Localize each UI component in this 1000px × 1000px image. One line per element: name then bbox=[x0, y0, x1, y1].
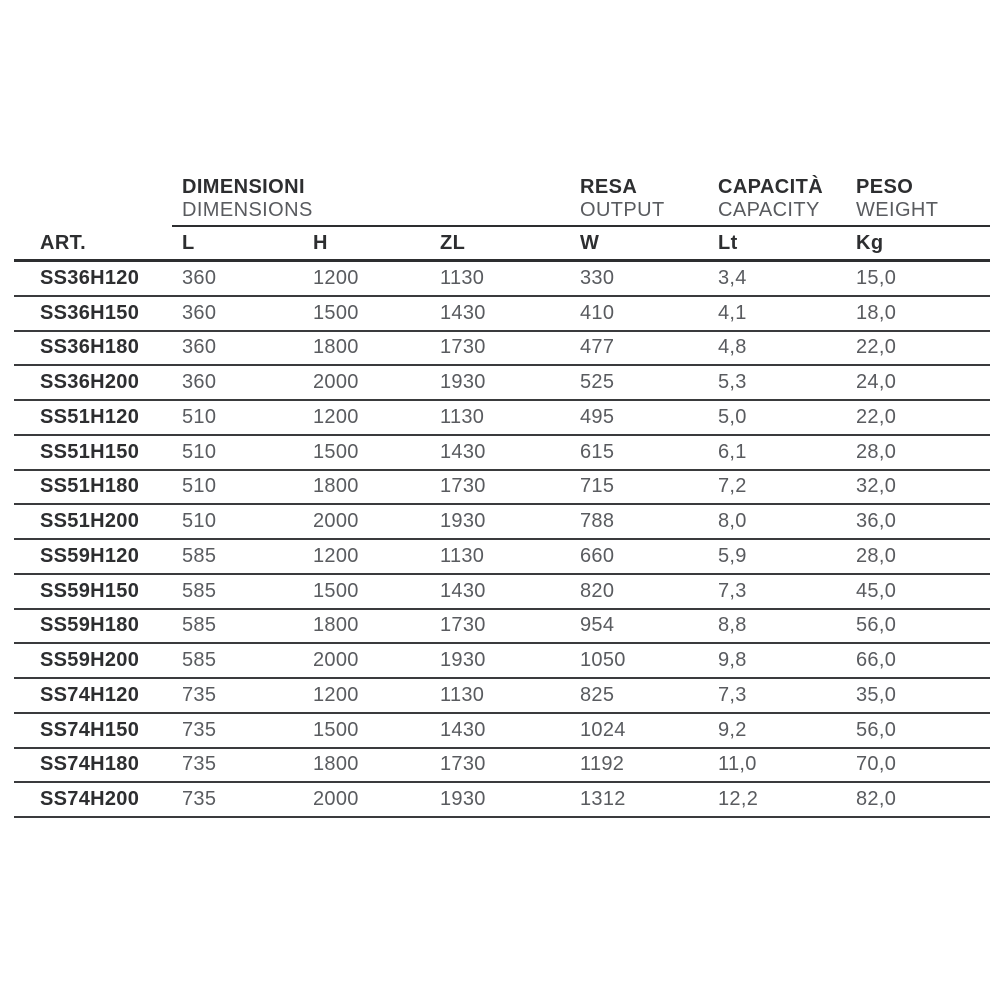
weight-cell: 28,0 bbox=[856, 440, 897, 463]
capacity-cell: 5,3 bbox=[718, 371, 747, 394]
table-row bbox=[14, 436, 990, 471]
table-row bbox=[14, 471, 990, 506]
group-header-capacity bbox=[718, 176, 823, 222]
column-header-art: ART. bbox=[40, 231, 87, 254]
article-code-cell: SS36H150 bbox=[40, 301, 140, 324]
zl-cell: 1730 bbox=[440, 336, 486, 359]
capacity-cell: 4,8 bbox=[718, 336, 747, 359]
zl-cell: 1130 bbox=[440, 405, 485, 428]
zl-cell: 1130 bbox=[440, 266, 485, 289]
height-cell: 1200 bbox=[313, 683, 359, 706]
height-cell: 1800 bbox=[313, 753, 359, 776]
group-underline-rule bbox=[172, 225, 990, 227]
zl-cell: 1930 bbox=[440, 510, 486, 533]
height-cell: 1800 bbox=[313, 336, 359, 359]
length-cell: 585 bbox=[182, 614, 217, 637]
height-cell: 1200 bbox=[313, 405, 359, 428]
zl-cell: 1930 bbox=[440, 788, 486, 811]
weight-cell: 22,0 bbox=[856, 336, 897, 359]
table-row bbox=[14, 575, 990, 610]
output-cell: 410 bbox=[580, 301, 615, 324]
length-cell: 510 bbox=[182, 440, 217, 463]
zl-cell: 1430 bbox=[440, 718, 486, 741]
group-header-weight bbox=[856, 176, 938, 222]
group-subtitle: OUTPUT bbox=[580, 199, 665, 221]
output-cell: 495 bbox=[580, 405, 615, 428]
length-cell: 360 bbox=[182, 301, 217, 324]
zl-cell: 1430 bbox=[440, 301, 486, 324]
article-code-cell: SS51H120 bbox=[40, 405, 140, 428]
weight-cell: 24,0 bbox=[856, 371, 897, 394]
output-cell: 1192 bbox=[580, 753, 625, 776]
column-header-zl: ZL bbox=[440, 231, 466, 254]
weight-cell: 70,0 bbox=[856, 753, 897, 776]
article-code-cell: SS59H180 bbox=[40, 614, 140, 637]
capacity-cell: 6,1 bbox=[718, 440, 747, 463]
product-spec-table bbox=[14, 176, 990, 818]
article-code-cell: SS51H180 bbox=[40, 475, 140, 498]
article-code-cell: SS36H180 bbox=[40, 336, 140, 359]
capacity-cell: 4,1 bbox=[718, 301, 747, 324]
capacity-cell: 5,9 bbox=[718, 544, 747, 567]
group-subtitle: CAPACITY bbox=[718, 199, 820, 221]
weight-cell: 22,0 bbox=[856, 405, 897, 428]
table-row bbox=[14, 644, 990, 679]
length-cell: 510 bbox=[182, 405, 217, 428]
group-header-output bbox=[580, 176, 665, 222]
output-cell: 660 bbox=[580, 544, 615, 567]
capacity-cell: 8,0 bbox=[718, 510, 747, 533]
weight-cell: 35,0 bbox=[856, 683, 897, 706]
article-code-cell: SS74H200 bbox=[40, 788, 140, 811]
weight-cell: 32,0 bbox=[856, 475, 897, 498]
output-cell: 1024 bbox=[580, 718, 626, 741]
table-body bbox=[14, 262, 990, 818]
height-cell: 2000 bbox=[313, 788, 359, 811]
height-cell: 2000 bbox=[313, 371, 359, 394]
article-code-cell: SS74H150 bbox=[40, 718, 140, 741]
length-cell: 510 bbox=[182, 475, 217, 498]
weight-cell: 56,0 bbox=[856, 718, 897, 741]
table-row bbox=[14, 505, 990, 540]
article-code-cell: SS51H200 bbox=[40, 510, 140, 533]
height-cell: 1800 bbox=[313, 475, 359, 498]
group-title: RESA bbox=[580, 176, 638, 198]
article-code-cell: SS59H200 bbox=[40, 649, 140, 672]
group-title: PESO bbox=[856, 176, 914, 198]
capacity-cell: 7,3 bbox=[718, 683, 747, 706]
height-cell: 1200 bbox=[313, 266, 359, 289]
column-header-kg: Kg bbox=[856, 231, 884, 254]
height-cell: 2000 bbox=[313, 649, 359, 672]
table-row bbox=[14, 366, 990, 401]
length-cell: 360 bbox=[182, 336, 217, 359]
article-code-cell: SS74H180 bbox=[40, 753, 140, 776]
capacity-cell: 11,0 bbox=[718, 753, 757, 776]
article-code-cell: SS36H120 bbox=[40, 266, 140, 289]
article-code-cell: SS74H120 bbox=[40, 683, 140, 706]
column-header-h: H bbox=[313, 231, 328, 254]
table-row bbox=[14, 332, 990, 367]
zl-cell: 1130 bbox=[440, 683, 485, 706]
table-row bbox=[14, 749, 990, 784]
capacity-cell: 9,2 bbox=[718, 718, 747, 741]
output-cell: 1312 bbox=[580, 788, 626, 811]
output-cell: 820 bbox=[580, 579, 615, 602]
length-cell: 735 bbox=[182, 718, 217, 741]
table-row bbox=[14, 679, 990, 714]
group-title: DIMENSIONI bbox=[182, 176, 305, 198]
column-header-row bbox=[14, 227, 990, 262]
height-cell: 1500 bbox=[313, 718, 359, 741]
table-row bbox=[14, 262, 990, 297]
group-header-dimensions bbox=[182, 176, 313, 222]
article-code-cell: SS51H150 bbox=[40, 440, 140, 463]
length-cell: 360 bbox=[182, 371, 217, 394]
length-cell: 585 bbox=[182, 649, 217, 672]
column-header-lt: Lt bbox=[718, 231, 738, 254]
article-code-cell: SS36H200 bbox=[40, 371, 140, 394]
height-cell: 2000 bbox=[313, 510, 359, 533]
output-cell: 1050 bbox=[580, 649, 626, 672]
article-code-cell: SS59H150 bbox=[40, 579, 140, 602]
height-cell: 1200 bbox=[313, 544, 359, 567]
weight-cell: 82,0 bbox=[856, 788, 897, 811]
zl-cell: 1430 bbox=[440, 440, 486, 463]
capacity-cell: 9,8 bbox=[718, 649, 747, 672]
weight-cell: 56,0 bbox=[856, 614, 897, 637]
table-row bbox=[14, 610, 990, 645]
output-cell: 825 bbox=[580, 683, 615, 706]
height-cell: 1500 bbox=[313, 301, 359, 324]
column-header-l: L bbox=[182, 231, 195, 254]
output-cell: 477 bbox=[580, 336, 615, 359]
capacity-cell: 8,8 bbox=[718, 614, 747, 637]
zl-cell: 1930 bbox=[440, 371, 486, 394]
length-cell: 510 bbox=[182, 510, 217, 533]
output-cell: 715 bbox=[580, 475, 615, 498]
weight-cell: 36,0 bbox=[856, 510, 897, 533]
output-cell: 788 bbox=[580, 510, 615, 533]
capacity-cell: 5,0 bbox=[718, 405, 747, 428]
height-cell: 1500 bbox=[313, 579, 359, 602]
group-title: CAPACITÀ bbox=[718, 176, 824, 198]
weight-cell: 18,0 bbox=[856, 301, 897, 324]
length-cell: 360 bbox=[182, 266, 217, 289]
table-row bbox=[14, 783, 990, 818]
length-cell: 735 bbox=[182, 788, 217, 811]
column-header-w: W bbox=[580, 231, 600, 254]
length-cell: 735 bbox=[182, 753, 217, 776]
height-cell: 1500 bbox=[313, 440, 359, 463]
weight-cell: 28,0 bbox=[856, 544, 897, 567]
capacity-cell: 7,2 bbox=[718, 475, 747, 498]
table-row bbox=[14, 401, 990, 436]
output-cell: 954 bbox=[580, 614, 615, 637]
zl-cell: 1730 bbox=[440, 753, 486, 776]
weight-cell: 45,0 bbox=[856, 579, 897, 602]
zl-cell: 1930 bbox=[440, 649, 486, 672]
group-subtitle: WEIGHT bbox=[856, 199, 939, 221]
length-cell: 585 bbox=[182, 544, 217, 567]
weight-cell: 66,0 bbox=[856, 649, 897, 672]
zl-cell: 1130 bbox=[440, 544, 485, 567]
table-row bbox=[14, 540, 990, 575]
article-code-cell: SS59H120 bbox=[40, 544, 140, 567]
group-subtitle: DIMENSIONS bbox=[182, 199, 313, 221]
zl-cell: 1430 bbox=[440, 579, 486, 602]
height-cell: 1800 bbox=[313, 614, 359, 637]
length-cell: 585 bbox=[182, 579, 217, 602]
group-header-band bbox=[14, 176, 990, 227]
output-cell: 525 bbox=[580, 371, 615, 394]
zl-cell: 1730 bbox=[440, 614, 486, 637]
length-cell: 735 bbox=[182, 683, 217, 706]
output-cell: 330 bbox=[580, 266, 615, 289]
weight-cell: 15,0 bbox=[856, 266, 897, 289]
capacity-cell: 12,2 bbox=[718, 788, 759, 811]
table-row bbox=[14, 714, 990, 749]
zl-cell: 1730 bbox=[440, 475, 486, 498]
capacity-cell: 3,4 bbox=[718, 266, 747, 289]
table-row bbox=[14, 297, 990, 332]
output-cell: 615 bbox=[580, 440, 615, 463]
capacity-cell: 7,3 bbox=[718, 579, 747, 602]
